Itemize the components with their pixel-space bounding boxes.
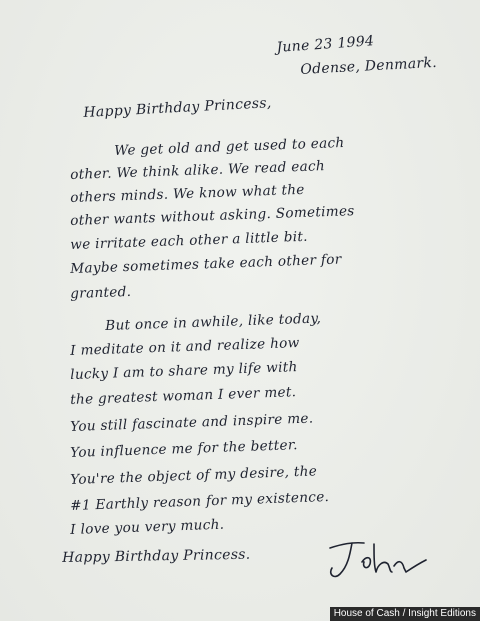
letter-line: Maybe sometimes take each other for xyxy=(70,251,342,277)
letter-line: You influence me for the better. xyxy=(70,437,299,461)
letter-line: You still fascinate and inspire me. xyxy=(70,410,314,435)
photo-credit: House of Cash / Insight Editions xyxy=(330,607,480,621)
letter-line: we irritate each other a little bit. xyxy=(70,228,309,253)
letter-line: We get old and get used to each xyxy=(114,134,345,159)
letter-line: You're the object of my desire, the xyxy=(70,463,318,488)
signature xyxy=(322,534,432,582)
letter-line: other wants without asking. Sometimes xyxy=(70,203,355,229)
letter-date: June 23 1994 xyxy=(276,33,375,56)
letter-line: #1 Earthly reason for my existence. xyxy=(70,488,330,514)
letter-line: lucky I am to share my life with xyxy=(70,359,298,383)
letter-line: other. We think alike. We read each xyxy=(70,158,326,183)
letter-line: granted. xyxy=(70,283,132,302)
letter-line: I meditate on it and realize how xyxy=(70,334,300,359)
letter-line: others minds. We know what the xyxy=(70,181,305,206)
letter-closing: Happy Birthday Princess. xyxy=(62,546,251,566)
letter-line: I love you very much. xyxy=(70,516,225,538)
letter-line: the greatest woman I ever met. xyxy=(70,384,297,408)
letter-place: Odense, Denmark. xyxy=(300,54,438,78)
letter-line: But once in awhile, like today, xyxy=(105,310,322,334)
letter-greeting: Happy Birthday Princess, xyxy=(83,95,272,121)
